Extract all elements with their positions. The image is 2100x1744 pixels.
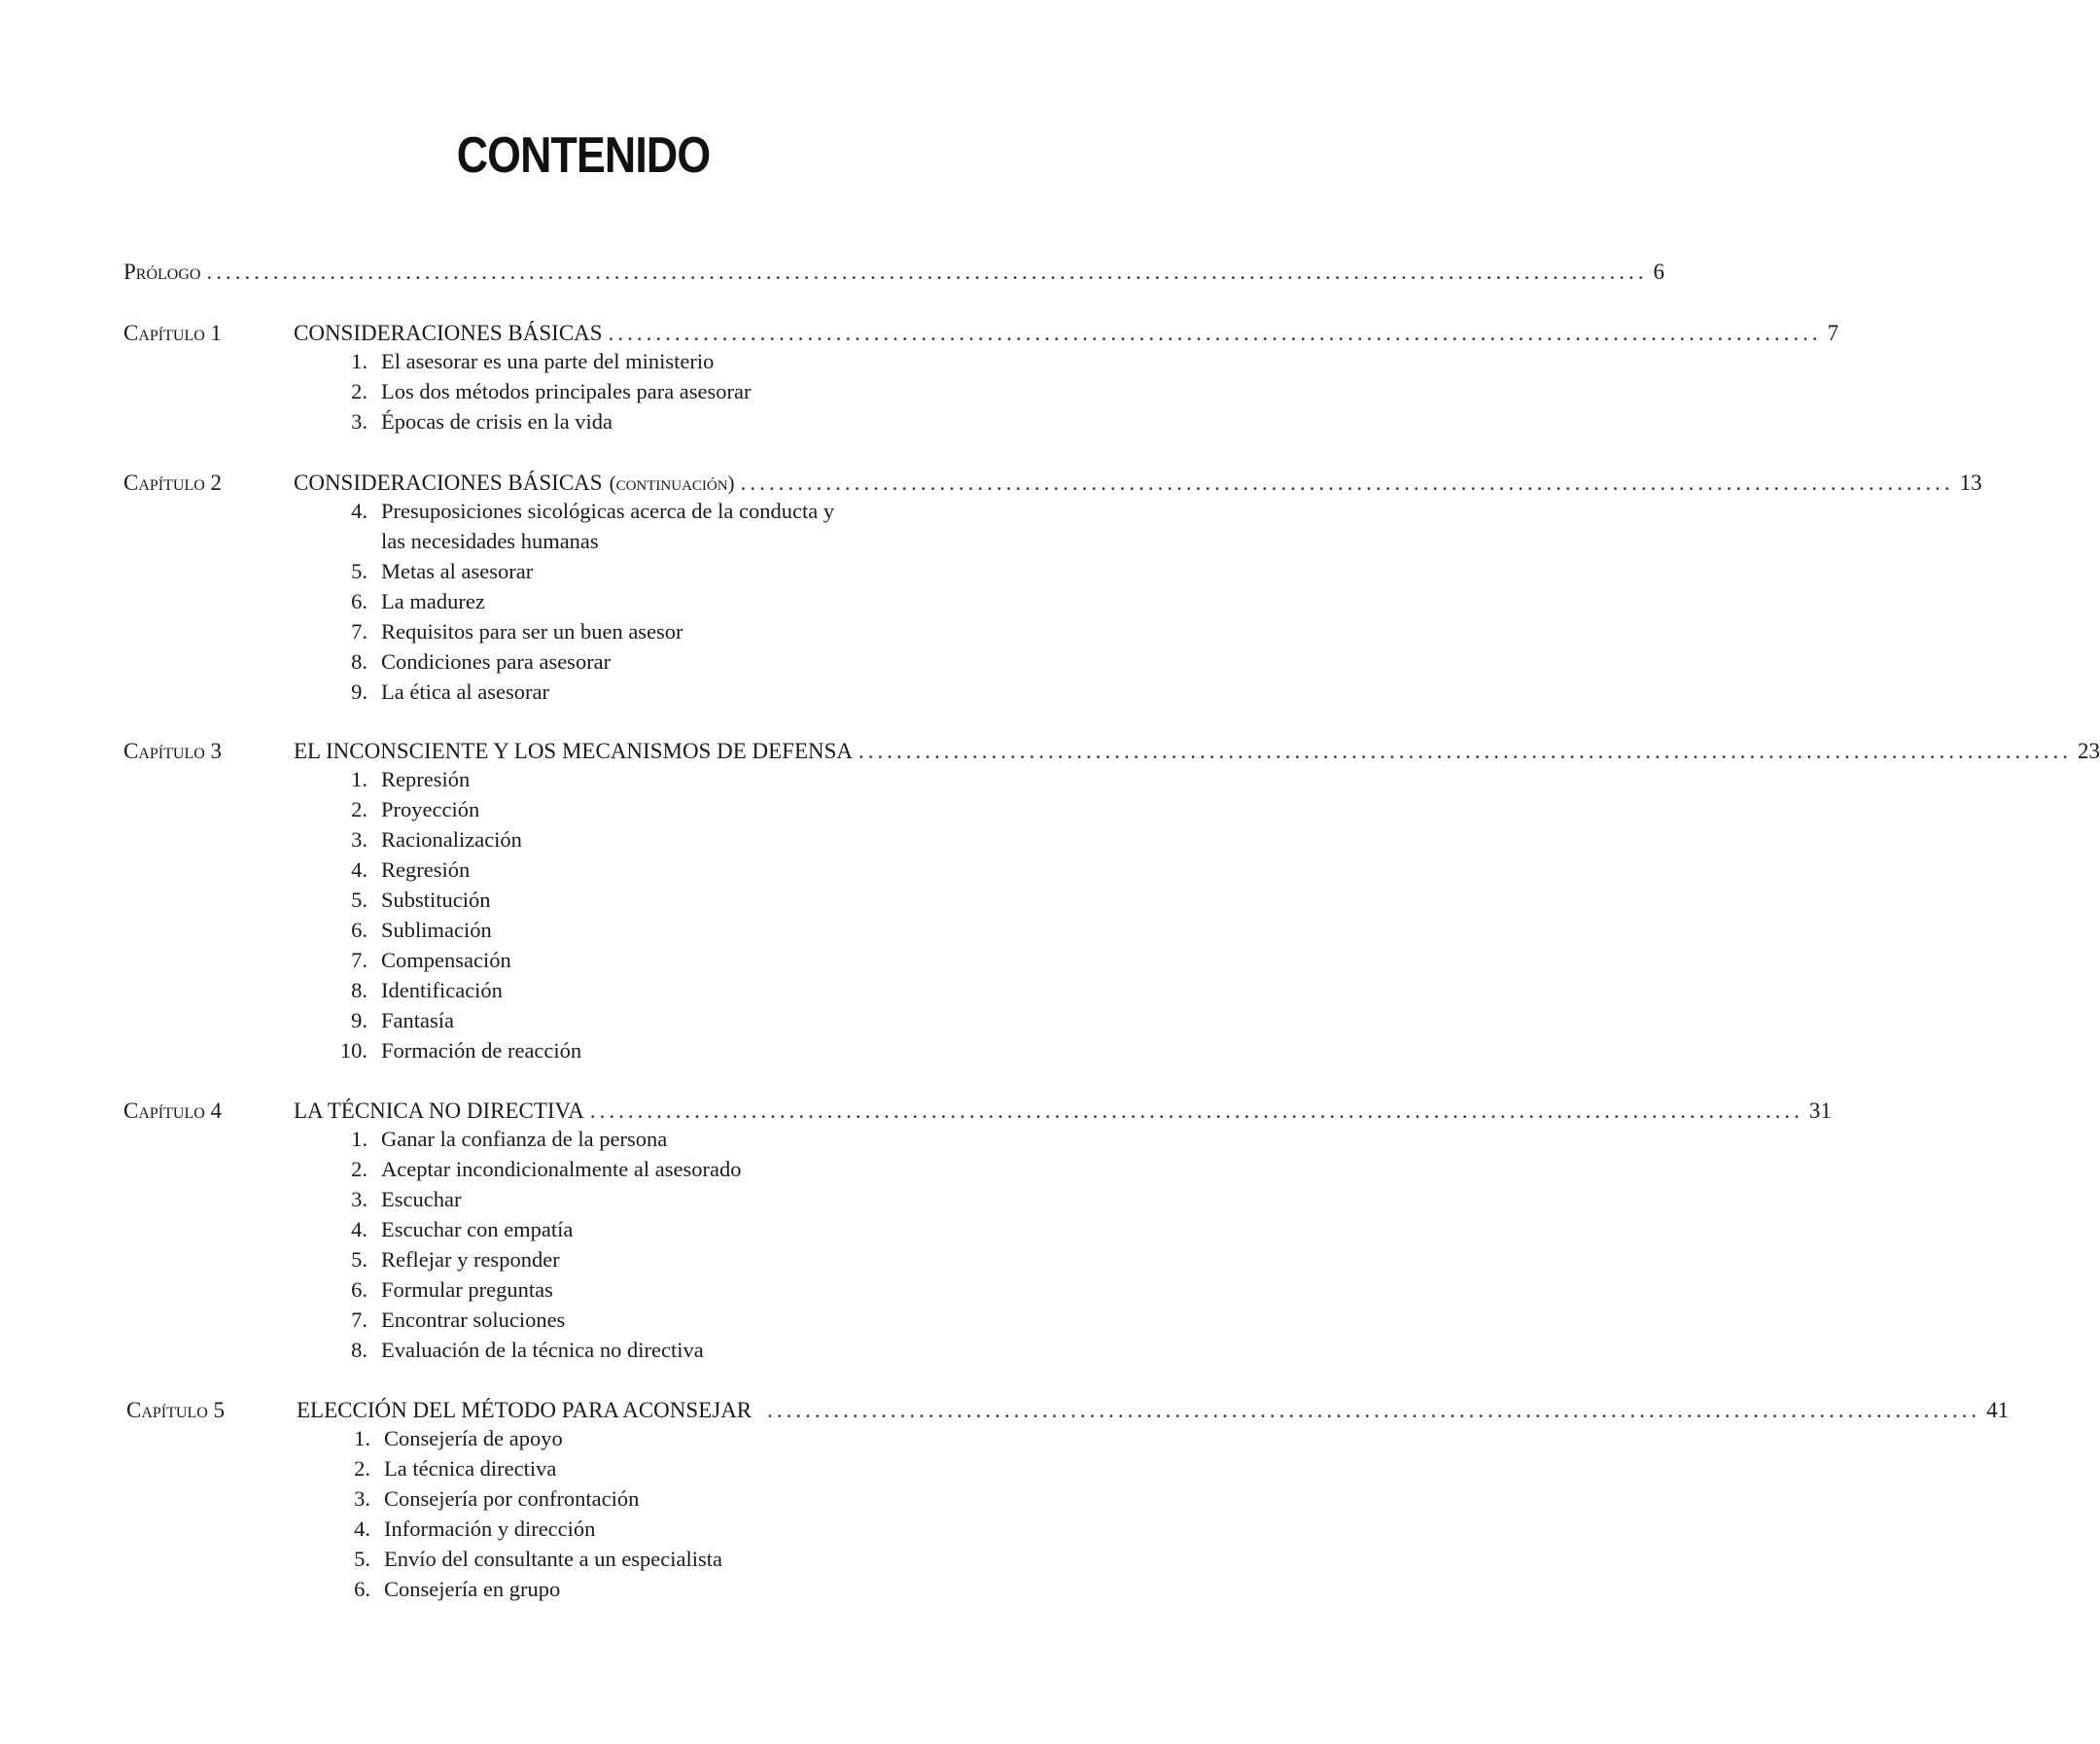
chapter-1-sections: [329, 346, 752, 436]
list-item: [329, 945, 581, 975]
item-text: Condiciones para asesorar: [381, 649, 612, 674]
item-text: El asesorar es una parte del ministerio: [381, 349, 715, 373]
list-item: [329, 1035, 581, 1065]
chapter-5-title: ELECCIÓN DEL MÉTODO PARA ACONSEJAR: [297, 1398, 752, 1422]
list-item: [329, 1335, 741, 1365]
dot-leader: ................................................................................................................................: [858, 739, 2073, 763]
list-item: [329, 1005, 581, 1035]
item-number: 2.: [354, 1456, 370, 1481]
item-number: 7.: [351, 948, 368, 972]
toc-entry-chapter-3: [294, 738, 2100, 765]
list-item: [332, 1544, 722, 1574]
list-item: [329, 764, 581, 794]
item-number: 10.: [339, 1038, 368, 1063]
item-text: Compensación: [381, 948, 511, 972]
item-number: 6.: [351, 918, 368, 942]
chapter-2-title-suffix: (continuación): [609, 471, 735, 495]
item-number: 2.: [351, 797, 368, 821]
list-item: [329, 496, 834, 526]
chapter-1-label: Capítulo 1: [123, 321, 223, 345]
chapter-4-sections: [329, 1124, 741, 1365]
item-number: 3.: [354, 1486, 370, 1511]
list-item: [332, 1453, 722, 1483]
item-text: Regresión: [381, 857, 471, 882]
item-text: Presuposiciones sicológicas acerca de la conducta y: [381, 499, 835, 523]
item-number: 5.: [354, 1547, 370, 1571]
list-item: [329, 885, 581, 915]
list-item: [329, 915, 581, 945]
item-number: [329, 526, 381, 556]
item-number: 3.: [351, 409, 368, 434]
item-text: Envío del consultante a un especialista: [384, 1547, 723, 1571]
list-item: [329, 376, 752, 406]
toc-entry-chapter-1: [294, 320, 1839, 347]
prologue-page-number: 6: [1653, 260, 1664, 284]
item-text: Encontrar soluciones: [381, 1308, 566, 1332]
item-text: Racionalización: [381, 827, 522, 852]
chapter-3-sections: [329, 764, 581, 1065]
list-item: [329, 556, 834, 586]
chapter-5-page-number: 41: [1986, 1398, 2010, 1422]
item-text: Metas al asesorar: [381, 559, 534, 583]
list-item: [329, 1124, 741, 1154]
chapter-3-page-number: 23: [2078, 739, 2100, 763]
dot-leader: ................................................................................................................................: [767, 1398, 1981, 1422]
item-number: 4.: [351, 857, 368, 882]
item-number: 5.: [351, 559, 368, 583]
chapter-3-title: EL INCONSCIENTE Y LOS MECANISMOS DE DEFENSA: [294, 739, 854, 763]
item-number: 1.: [354, 1426, 370, 1450]
toc-entry-chapter-5: [297, 1397, 2010, 1424]
item-number: 4.: [354, 1517, 370, 1541]
chapter-4-label: Capítulo 4: [123, 1099, 223, 1123]
chapter-1-page-number: 7: [1827, 321, 1839, 345]
list-item: [329, 526, 834, 556]
item-text: Consejería de apoyo: [384, 1426, 563, 1450]
item-text: Evaluación de la técnica no directiva: [381, 1338, 704, 1362]
list-item: [329, 646, 834, 677]
list-item: [329, 1184, 741, 1214]
item-number: 8.: [351, 978, 368, 1002]
item-text: Aceptar incondicionalmente al asesorado: [381, 1157, 742, 1181]
item-text: Represión: [381, 767, 471, 791]
chapter-5-sections: [332, 1423, 722, 1604]
dot-leader: ................................................................................................................................: [589, 1099, 1803, 1123]
list-item: [332, 1574, 722, 1604]
list-item: [329, 1154, 741, 1184]
list-item: [329, 616, 834, 646]
dot-leader: ................................................................................................................................: [740, 471, 1954, 495]
item-number: 7.: [351, 619, 368, 644]
item-number: 1.: [351, 349, 368, 373]
item-text: La técnica directiva: [384, 1456, 557, 1481]
item-text: Proyección: [381, 797, 480, 821]
item-text: Identificación: [381, 978, 503, 1002]
item-number: 3.: [351, 827, 368, 852]
item-number: 2.: [351, 1157, 368, 1181]
list-item: [329, 855, 581, 885]
item-text: Substitución: [381, 888, 491, 912]
item-text: Fantasía: [381, 1008, 454, 1032]
list-item: [329, 824, 581, 855]
toc-entry-chapter-4: [294, 1098, 1832, 1125]
item-text: Información y dirección: [384, 1517, 596, 1541]
chapter-5-label: Capítulo 5: [126, 1398, 226, 1422]
chapter-1-title: CONSIDERACIONES BÁSICAS: [294, 321, 603, 345]
item-number: 9.: [351, 680, 368, 704]
list-item: [329, 975, 581, 1005]
chapter-2-title: CONSIDERACIONES BÁSICAS: [294, 471, 603, 495]
item-number: 6.: [351, 1277, 368, 1302]
item-number: 4.: [351, 1217, 368, 1241]
item-number: 4.: [351, 499, 368, 523]
chapter-2-sections: [329, 496, 834, 707]
item-number: 1.: [351, 1127, 368, 1151]
item-number: 6.: [351, 589, 368, 613]
prologue-label: Prólogo: [123, 260, 201, 284]
item-number: 5.: [351, 888, 368, 912]
item-text: La ética al asesorar: [381, 680, 550, 704]
item-text: Formación de reacción: [381, 1038, 582, 1063]
page-title: CONTENIDO: [456, 127, 711, 184]
item-number: 1.: [351, 767, 368, 791]
item-text: Los dos métodos principales para asesorar: [381, 379, 752, 403]
list-item: [329, 346, 752, 376]
chapter-2-label: Capítulo 2: [123, 471, 223, 495]
dot-leader: ................................................................................................................................: [608, 321, 1822, 345]
dot-leader: ........................................................................................................................................................: [206, 260, 1648, 284]
item-text: Formular preguntas: [381, 1277, 553, 1302]
list-item: [329, 406, 752, 436]
chapter-4-page-number: 31: [1808, 1099, 1832, 1123]
item-text: La madurez: [381, 589, 485, 613]
chapter-4-title: LA TÉCNICA NO DIRECTIVA: [294, 1099, 584, 1123]
item-text: Consejería en grupo: [384, 1577, 561, 1601]
chapter-2-page-number: 13: [1959, 471, 1982, 495]
list-item: [332, 1483, 722, 1514]
list-item: [329, 1214, 741, 1244]
item-number: 2.: [351, 379, 368, 403]
item-text: Escuchar con empatía: [381, 1217, 574, 1241]
list-item: [329, 677, 834, 707]
list-item: [329, 1274, 741, 1305]
item-text: Sublimación: [381, 918, 492, 942]
item-number: 8.: [351, 1338, 368, 1362]
item-number: 9.: [351, 1008, 368, 1032]
item-text: Requisitos para ser un buen asesor: [381, 619, 683, 644]
list-item: [329, 1305, 741, 1335]
toc-entry-prologue: [123, 259, 1664, 286]
toc-entry-chapter-2: [294, 470, 1982, 497]
item-text: Consejería por confrontación: [384, 1486, 640, 1511]
list-item: [332, 1423, 722, 1453]
item-text: Reflejar y responder: [381, 1247, 560, 1272]
item-text: Ganar la confianza de la persona: [381, 1127, 668, 1151]
item-text: las necesidades humanas: [381, 529, 599, 553]
item-text: Escuchar: [381, 1187, 462, 1211]
item-number: 7.: [351, 1308, 368, 1332]
chapter-3-label: Capítulo 3: [123, 739, 223, 763]
list-item: [329, 586, 834, 616]
item-number: 5.: [351, 1247, 368, 1272]
item-number: 6.: [354, 1577, 370, 1601]
item-number: 8.: [351, 649, 368, 674]
list-item: [329, 1244, 741, 1274]
item-text: Épocas de crisis en la vida: [381, 409, 613, 434]
item-number: 3.: [351, 1187, 368, 1211]
list-item: [329, 794, 581, 824]
list-item: [332, 1514, 722, 1544]
